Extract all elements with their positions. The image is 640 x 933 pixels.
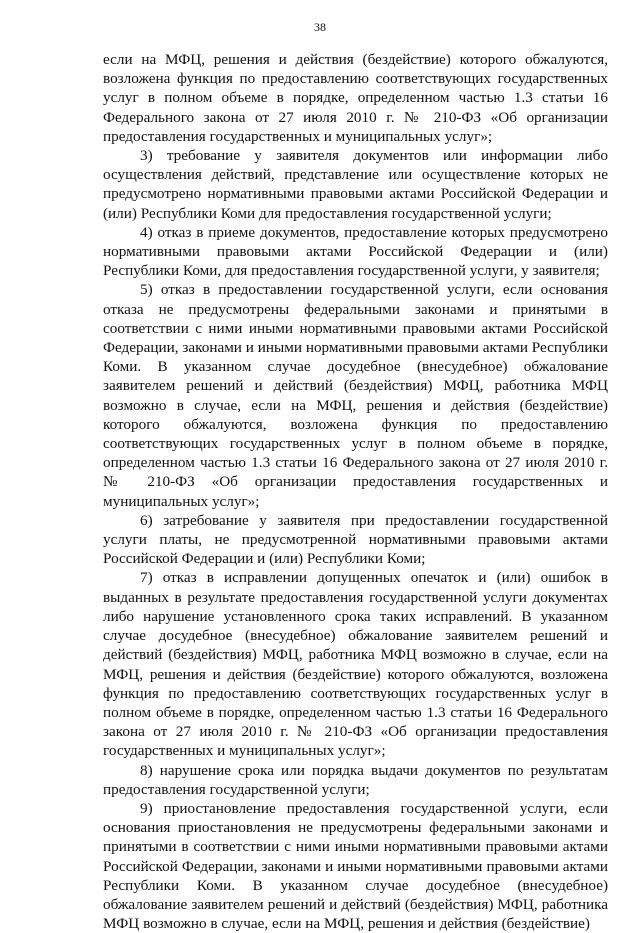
page-number: 38 bbox=[314, 20, 326, 34]
paragraph-item-5: 5) отказ в предоставлении государственной услуги, если основания отказа не предусмотрены федеральными законами и принятыми в соответствии с ними иными нормативными правовыми актами Российской Федерации, законами и иными нормативными правовыми актами Республики Коми. В указанном случае досудебное (внесудебное) обжалование заявителем решений и действий (бездействия) МФЦ, работника МФЦ возможно в случае, если на МФЦ, решения и действия (бездействие) которого обжалуются, возложена функция по предоставлению соответствующих государственных услуг в полном объеме в порядке, определенном частью 1.3 статьи 16 Федерального закона от 27 июля 2010 г. № 210-ФЗ «Об организации предоставления государственных и муниципальных услуг»; bbox=[103, 281, 608, 510]
paragraph-continuation: если на МФЦ, решения и действия (бездействие) которого обжалуются, возложена функция по предоставлению соответствующих государственных услуг в полном объеме в порядке, определенном частью 1.3 статьи 16 Федерального закона от 27 июля 2010 г. № 210-ФЗ «Об организации предоставления государственных и муниципальных услуг»; bbox=[103, 51, 608, 145]
document-body bbox=[103, 50, 608, 933]
paragraph-item-4: 4) отказ в приеме документов, предоставление которых предусмотрено нормативными правовыми актами Российской Федерации и (или) Республики Коми, для предоставления государственной услуги, у заявителя; bbox=[103, 223, 608, 280]
paragraph-item-3: 3) требование у заявителя документов или информации либо осуществления действий, представление или осуществление которых не предусмотрено нормативными правовыми актами Российской Федерации и (или) Республики Коми для предоставления государственной услуги; bbox=[103, 147, 608, 222]
paragraph-item-6: 6) затребование у заявителя при предоставлении государственной услуги платы, не предусмотренной нормативными правовыми актами Российской Федерации и (или) Республики Коми; bbox=[103, 511, 608, 568]
paragraph-item-8: 8) нарушение срока или порядка выдачи документов по результатам предоставления государственной услуги; bbox=[103, 761, 608, 798]
paragraph-item-7: 7) отказ в исправлении допущенных опечаток и (или) ошибок в выданных в результате предоставления государственной услуги документах либо нарушение установленного срока таких исправлений. В указанном случае досудебное (внесудебное) обжалование заявителем решений и действий (бездействия) МФЦ, работника МФЦ возможно в случае, если на МФЦ, решения и действия (бездействие) которого обжалуются, возложена функция по предоставлению соответствующих государственных услуг в полном объеме в порядке, определенном частью 1.3 статьи 16 Федерального закона от 27 июля 2010 г. № 210-ФЗ «Об организации предоставления государственных и муниципальных услуг»; bbox=[103, 569, 608, 760]
paragraph-item-9: 9) приостановление предоставления государственной услуги, если основания приостановления не предусмотрены федеральными законами и принятыми в соответствии с ними иными нормативными правовыми актами Российской Федерации, законами и иными нормативными правовыми актами Республики Коми. В указанном случае досудебное (внесудебное) обжалование заявителем решений и действий (бездействия) МФЦ, работника МФЦ возможно в случае, если на МФЦ, решения и действия (бездействие) bbox=[103, 799, 608, 933]
